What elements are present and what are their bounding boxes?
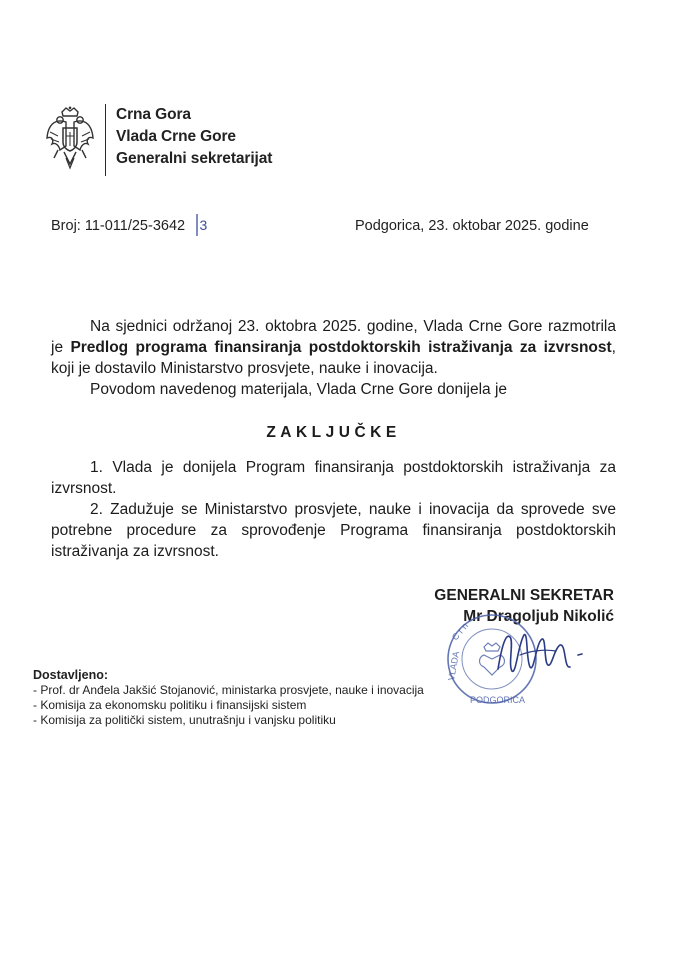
distribution-item: - Komisija za politički sistem, unutrašnju i vanjsku politiku bbox=[33, 713, 336, 727]
signatory-name: Mr Dragoljub Nikolić bbox=[463, 608, 614, 625]
handwritten-suffix: 3 bbox=[199, 217, 208, 233]
document-date: Podgorica, 23. oktobar 2025. godine bbox=[355, 218, 589, 234]
header-government: Vlada Crne Gore bbox=[116, 128, 236, 145]
header-country: Crna Gora bbox=[116, 106, 191, 123]
signatory-title: GENERALNI SEKRETAR bbox=[434, 587, 614, 604]
distribution-item: - Komisija za ekonomsku politiku i finansijski sistem bbox=[33, 698, 307, 712]
document-number: Broj: 11-011/25-3642 bbox=[51, 218, 186, 234]
svg-text:VLADA: VLADA bbox=[446, 650, 462, 682]
handwritten-number-mark bbox=[195, 213, 209, 237]
header-secretariat: Generalni sekretarijat bbox=[116, 150, 273, 167]
conclusions-heading: ZAKLJUČKE bbox=[266, 424, 401, 441]
header-divider bbox=[105, 104, 106, 176]
distribution-title: Dostavljeno: bbox=[33, 668, 109, 682]
svg-text:PODGORICA: PODGORICA bbox=[470, 695, 526, 705]
header-institution bbox=[116, 104, 272, 170]
conclusion-item-2: 2. Zadužuje se Ministarstvo prosvjete, nauke i inovacija da sprovede sve potrebne procedure za sprovođenje Programa finansiranja postdoktorskih istraživanja za izvrsnost. bbox=[51, 501, 616, 560]
conclusion-item-1: 1. Vlada je donijela Program finansiranja postdoktorskih istraživanja za izvrsnost. bbox=[51, 459, 616, 497]
distribution-list bbox=[33, 668, 513, 728]
document-body bbox=[51, 316, 616, 562]
svg-text:C r n: C r n bbox=[449, 620, 471, 643]
intro-bold-title: Predlog programa finansiranja postdoktorskih istraživanja za izvrsnost bbox=[70, 339, 612, 356]
decision-paragraph: Povodom navedenog materijala, Vlada Crne Gore donijela je bbox=[90, 381, 508, 398]
intro-paragraph bbox=[51, 316, 616, 379]
distribution-item: - Prof. dr Anđela Jakšić Stojanović, ministarka prosvjete, nauke i inovacija bbox=[33, 683, 424, 697]
coat-of-arms-icon bbox=[44, 106, 96, 170]
intro-text-end: , koji je dostavilo Ministarstvo prosvjete, nauke i inovacija. bbox=[51, 339, 616, 377]
intro-text-start: Na sjednici održanoj 23. oktobra 2025. godine, Vlada Crne Gore razmotrila je bbox=[51, 318, 616, 356]
